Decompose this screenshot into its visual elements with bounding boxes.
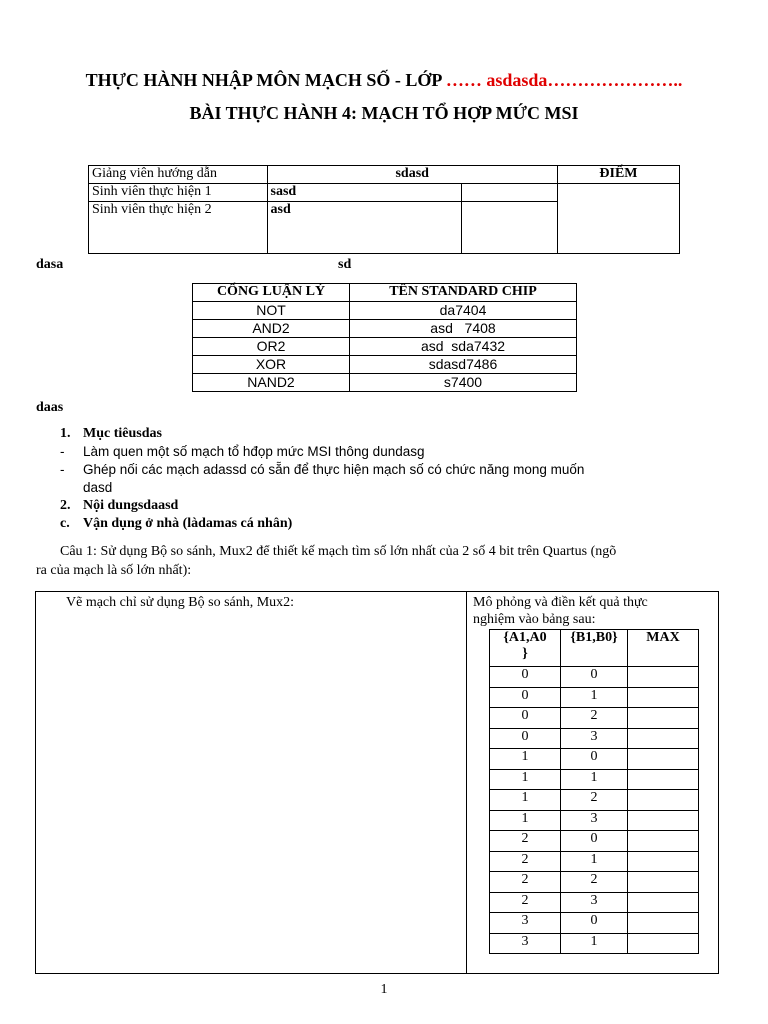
title-line1: THỰC HÀNH NHẬP MÔN MẠCH SỐ - LỚP [85, 70, 446, 90]
student2-value: asd [267, 202, 462, 254]
cell-b: 2 [561, 872, 628, 893]
student1-label: Sinh viên thực hiện 1 [89, 184, 268, 202]
cell-b: 0 [561, 749, 628, 770]
student1-value: sasd [267, 184, 462, 202]
header-a: {A1,A0 } [490, 630, 561, 667]
cell-a: 0 [490, 708, 561, 729]
cell-a: 3 [490, 933, 561, 954]
cell-max [628, 810, 699, 831]
cell-b: 1 [561, 687, 628, 708]
cell-a: 2 [490, 831, 561, 852]
cell-b: 1 [561, 851, 628, 872]
cell-max [628, 769, 699, 790]
page-title [0, 70, 768, 91]
blank-cell [462, 202, 558, 254]
cell-a: 1 [490, 749, 561, 770]
cell-a: 1 [490, 810, 561, 831]
cell-max [628, 872, 699, 893]
sim-instruction1: Mô phỏng và điền kết quả thực [473, 595, 648, 610]
chip-header-name: TÊN STANDARD CHIP [350, 284, 577, 302]
bullet-item: Làm quen một số mạch tổ hđọp mức MSI thông dundasg [83, 444, 425, 459]
cell-a: 0 [490, 687, 561, 708]
sim-instruction2: nghiệm vào bảng sau: [473, 612, 596, 627]
info-table [88, 165, 680, 254]
cell-b: 0 [561, 831, 628, 852]
cell-max [628, 913, 699, 934]
cell-b: 3 [561, 810, 628, 831]
cell-max [628, 790, 699, 811]
cell-max [628, 667, 699, 688]
question-line2: ra của mạch là số lớn nhất): [36, 563, 192, 578]
chip-row-name: sdasd7486 [350, 356, 577, 374]
chip-row-name: s7400 [350, 374, 577, 392]
cell-a: 0 [490, 667, 561, 688]
cell-a: 0 [490, 728, 561, 749]
cell-max [628, 687, 699, 708]
student2-label: Sinh viên thực hiện 2 [89, 202, 268, 254]
question-line1: Câu 1: Sử dụng Bộ so sánh, Mux2 để thiết kế mạch tìm số lớn nhất của 2 số 4 bit trên Quartus (ngõ [60, 544, 617, 559]
chip-row-name: da7404 [350, 302, 577, 320]
section-number: 2. [60, 498, 71, 513]
result-table [489, 629, 699, 954]
cell-b: 2 [561, 790, 628, 811]
chip-row-name: asd sda7432 [350, 338, 577, 356]
chip-table [192, 283, 577, 392]
chip-row-gate: NAND2 [193, 374, 350, 392]
cell-b: 0 [561, 913, 628, 934]
cell-max [628, 728, 699, 749]
text-daas: daas [36, 400, 64, 415]
cell-max [628, 933, 699, 954]
text-sd: sd [338, 257, 352, 272]
circuit-instruction: Vẽ mạch chỉ sử dụng Bộ so sánh, Mux2: [66, 595, 295, 610]
cell-max [628, 708, 699, 729]
cell-a: 2 [490, 892, 561, 913]
instructor-label: Giảng viên hướng dẫn [89, 166, 268, 184]
cell-b: 1 [561, 769, 628, 790]
cell-max [628, 851, 699, 872]
chip-header-gate: CỔNG LUẬN LÝ [193, 284, 350, 302]
section-title: Nội dungsdaasd [83, 498, 179, 513]
header-b: {B1,B0} [561, 630, 628, 667]
bullet-item: Ghép nối các mạch adassd có sẵn để thực hiện mạch số có chức năng mong muốn [83, 462, 585, 477]
chip-row-name: asd 7408 [350, 320, 577, 338]
section-title: Mục tiêusdas [83, 426, 162, 441]
cell-b: 3 [561, 892, 628, 913]
section-title: Vận dụng ở nhà (làdamas cá nhân) [83, 516, 293, 531]
cell-a: 1 [490, 769, 561, 790]
cell-max [628, 749, 699, 770]
score-cell [557, 184, 679, 254]
instructor-value: sdasd [267, 166, 557, 184]
cell-b: 0 [561, 667, 628, 688]
cell-a: 3 [490, 913, 561, 934]
cell-b: 3 [561, 728, 628, 749]
chip-row-gate: OR2 [193, 338, 350, 356]
cell-max [628, 892, 699, 913]
cell-a: 2 [490, 872, 561, 893]
page-subtitle: BÀI THỰC HÀNH 4: MẠCH TỔ HỢP MỨC MSI [189, 103, 579, 123]
score-label: ĐIỂM [557, 166, 679, 184]
cell-b: 1 [561, 933, 628, 954]
chip-row-gate: NOT [193, 302, 350, 320]
chip-row-gate: AND2 [193, 320, 350, 338]
section-number: c. [60, 516, 70, 531]
bullet-item-cont: dasd [83, 480, 113, 495]
page-number: 1 [380, 982, 388, 997]
header-max: MAX [628, 630, 699, 667]
cell-a: 1 [490, 790, 561, 811]
cell-max [628, 831, 699, 852]
section-number: 1. [60, 426, 71, 441]
cell-b: 2 [561, 708, 628, 729]
text-dasa: dasa [36, 257, 64, 272]
title-class: …… asdasda………………….. [445, 70, 683, 90]
chip-row-gate: XOR [193, 356, 350, 374]
cell-a: 2 [490, 851, 561, 872]
blank-cell [462, 184, 558, 202]
